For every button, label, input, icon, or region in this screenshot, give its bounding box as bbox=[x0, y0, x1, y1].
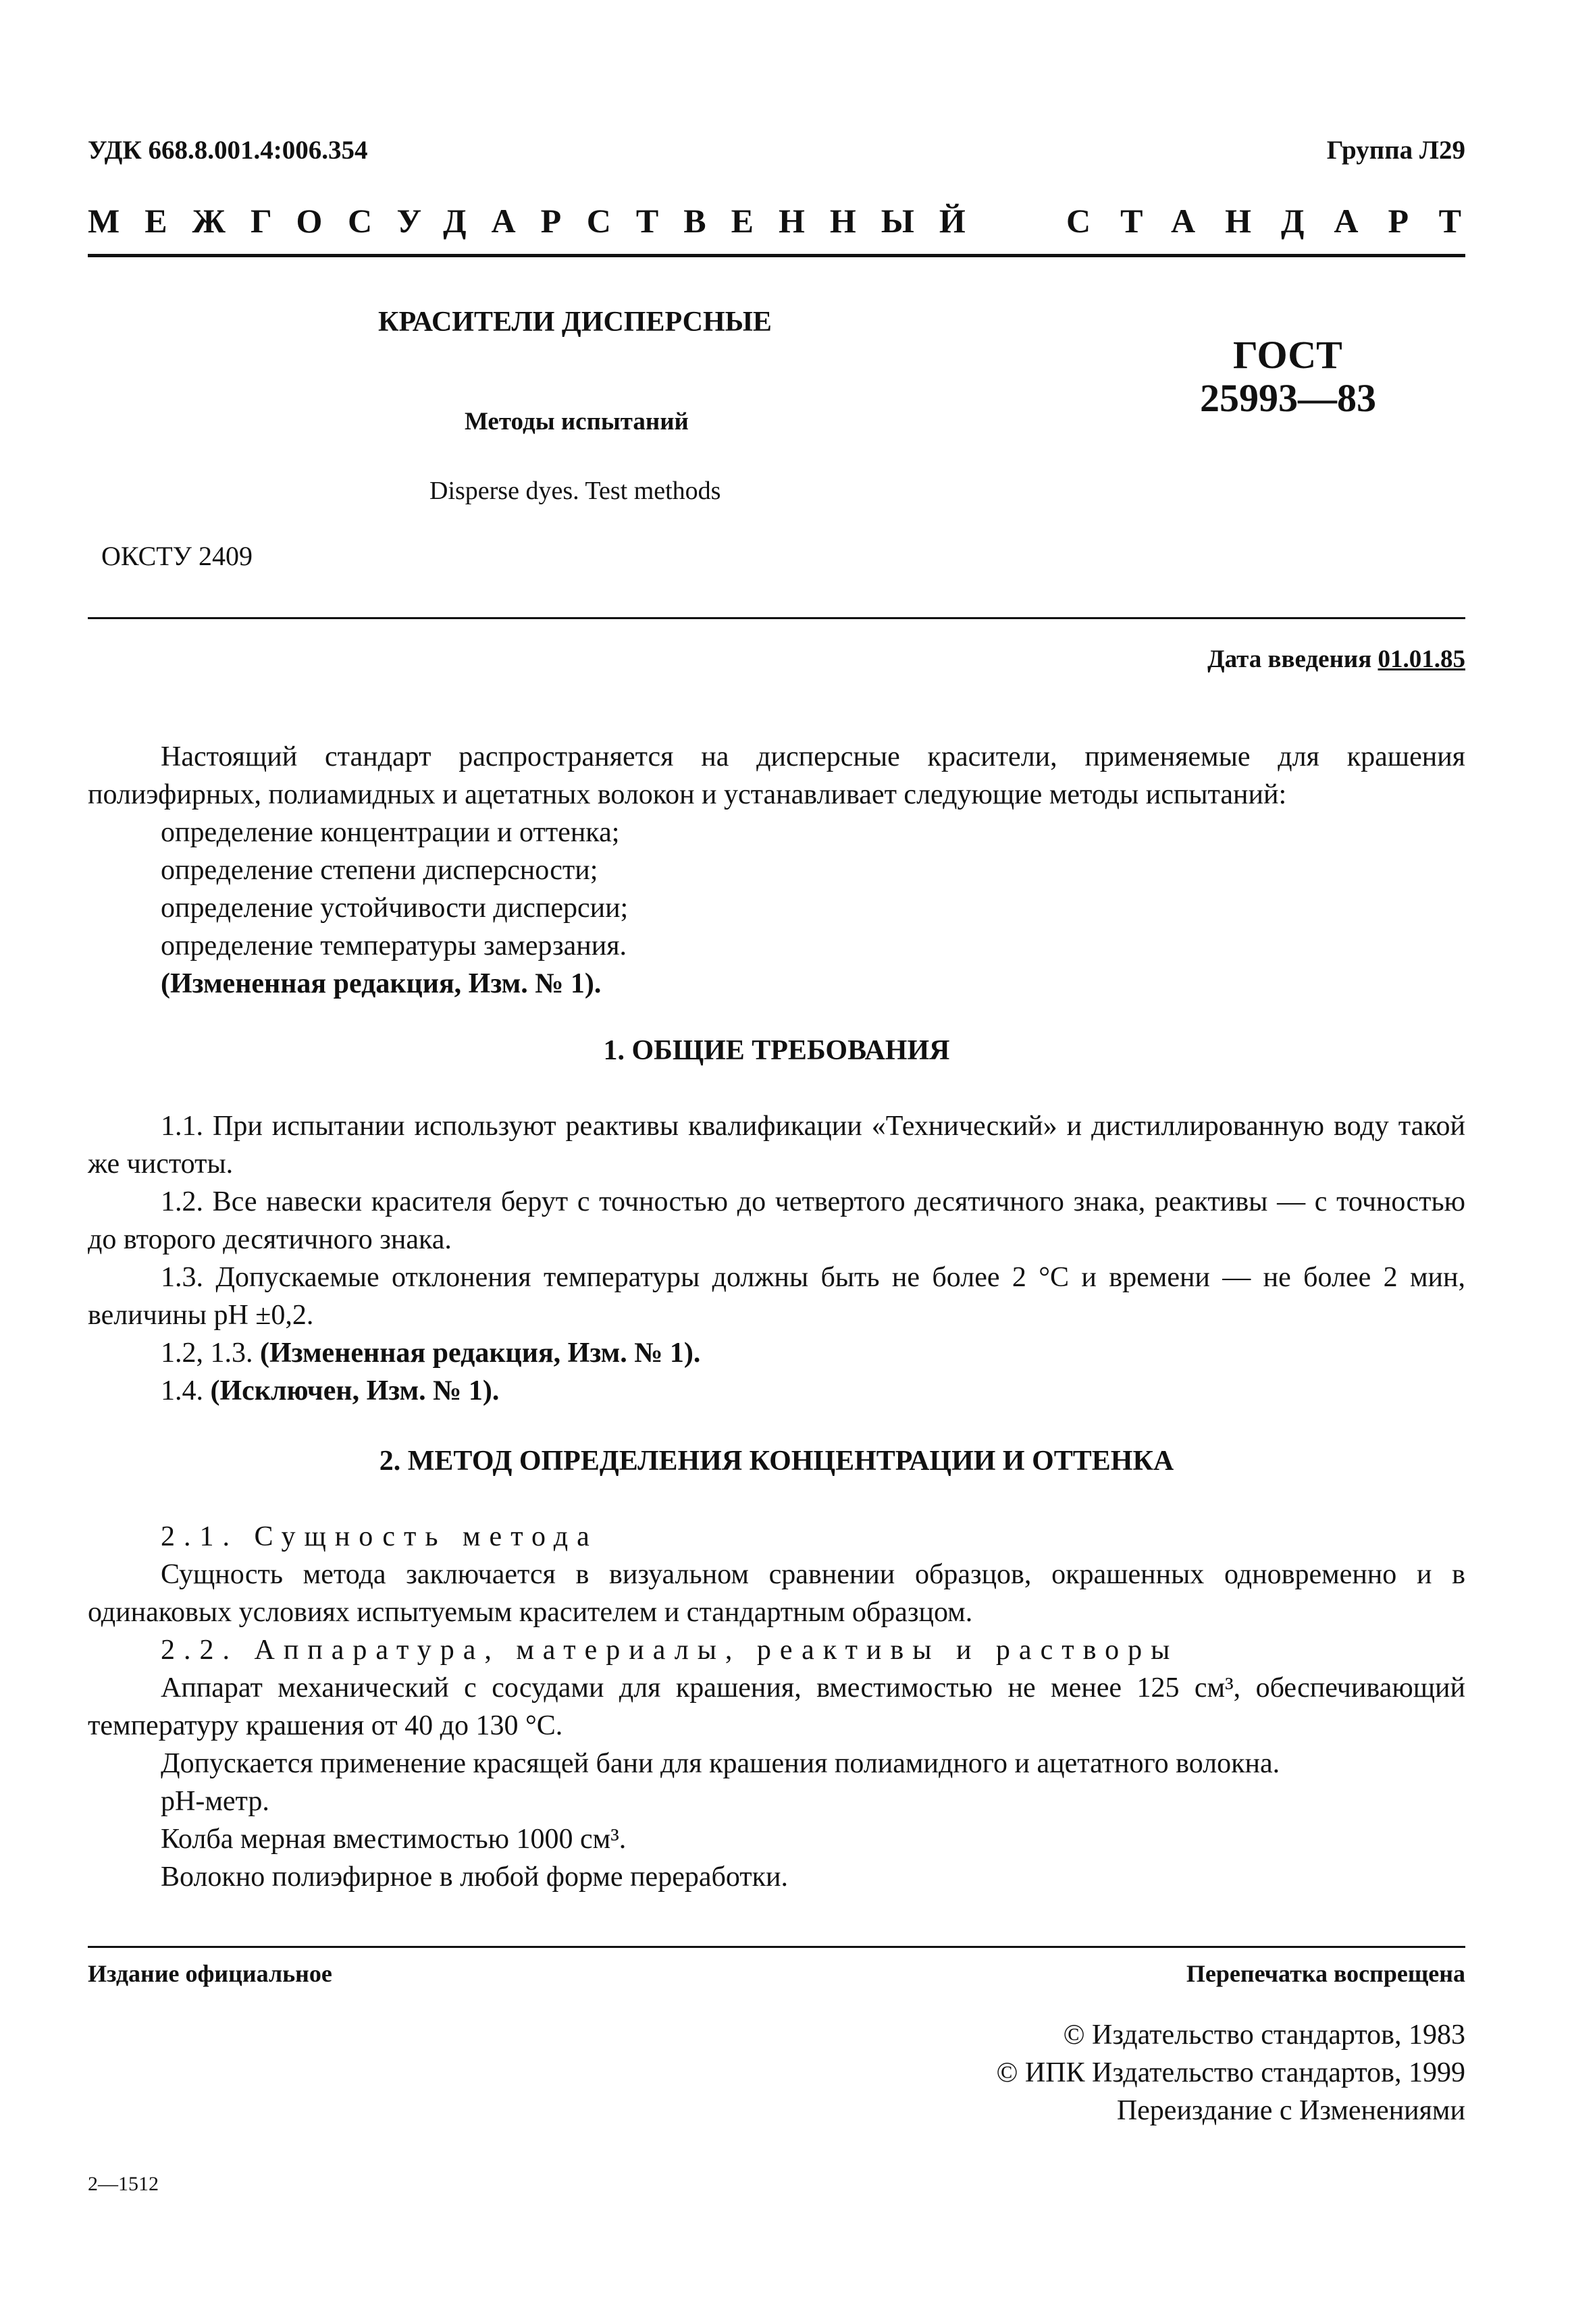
clause-2-2-bath: Допускается применение красящей бани для крашения полиамидного и ацетатного волокна. bbox=[161, 1748, 1280, 1779]
clause-1-3: 1.3. Допускаемые отклонения температуры должны быть не более 2 °С и времени — не более 2 мин, величины pH ±0,2. bbox=[88, 1262, 1465, 1331]
clause-2-2-fiber: Волокно полиэфирное в любой форме переработки. bbox=[161, 1861, 789, 1893]
amendment-note: (Измененная редакция, Изм. № 1). bbox=[260, 1338, 701, 1369]
amendment-note: (Исключен, Изм. № 1). bbox=[210, 1375, 500, 1406]
gost-number: 25993—83 bbox=[1200, 376, 1376, 420]
introduction-date-value: 01.01.85 bbox=[1378, 645, 1465, 673]
introduction-date bbox=[1207, 645, 1465, 674]
clause-ref: 1.2, 1.3. bbox=[161, 1338, 253, 1369]
reissue-note: Переиздание с Изменениями bbox=[1116, 2095, 1465, 2126]
okstu-code: ОКСТУ 2409 bbox=[101, 541, 253, 571]
udk-code: УДК 668.8.001.4:006.354 bbox=[88, 136, 368, 165]
clause-ref: 1.4. bbox=[161, 1375, 203, 1406]
intro-item: определение степени дисперсности; bbox=[161, 855, 598, 886]
reprint-prohibited: Перепечатка воспрещена bbox=[1186, 1960, 1465, 1987]
copyright-1983: © Издательство стандартов, 1983 bbox=[1063, 2019, 1465, 2051]
document-title: КРАСИТЕЛИ ДИСПЕРСНЫЕ bbox=[378, 307, 772, 338]
intro-paragraph: Настоящий стандарт распространяется на дисперсные красители, применяемые для крашения полиэфирных, полиамидных и ацетатных волокон и устанавливает следующие методы испытаний: bbox=[88, 741, 1465, 810]
clause-2-2-title: 2.2. Аппаратура, материалы, реактивы и растворы bbox=[161, 1635, 1179, 1666]
clause-2-1-text: Сущность метода заключается в визуальном сравнении образцов, окрашенных одновременно и в одинаковых условиях испытуемым красителем и стандартным образцом. bbox=[88, 1559, 1465, 1628]
introduction-date-label: Дата введения bbox=[1207, 645, 1372, 673]
clause-2-2-ph-meter: pH-метр. bbox=[161, 1786, 269, 1817]
clause-1-2: 1.2. Все навески красителя берут с точностью до четвертого десятичного знака, реактивы — с точностью до второго десятичного знака. bbox=[88, 1186, 1465, 1255]
gost-label: ГОСТ bbox=[1233, 333, 1342, 377]
standard-label: СТАНДАРТ bbox=[1066, 202, 1491, 240]
title-rule bbox=[88, 617, 1465, 619]
section-2-heading: 2. МЕТОД ОПРЕДЕЛЕНИЯ КОНЦЕНТРАЦИИ И ОТТЕНКА bbox=[379, 1446, 1174, 1477]
clause-1-2-1-3-amendment bbox=[161, 1334, 700, 1372]
intro-item: определение температуры замерзания. bbox=[161, 930, 627, 961]
group-code: Группа Л29 bbox=[1326, 136, 1465, 165]
interstate-label: МЕЖГОСУДАРСТВЕННЫЙ bbox=[88, 202, 991, 240]
document-subtitle: Методы испытаний bbox=[465, 408, 689, 435]
intro-item: определение устойчивости дисперсии; bbox=[161, 893, 629, 924]
intro-item: определение концентрации и оттенка; bbox=[161, 817, 620, 848]
clause-2-2-flask: Колба мерная вместимостью 1000 см³. bbox=[161, 1824, 627, 1855]
clause-1-1: 1.1. При испытании используют реактивы квалификации «Технический» и дистиллированную воду такой же чистоты. bbox=[88, 1111, 1465, 1180]
footer-rule bbox=[88, 1946, 1465, 1948]
official-edition: Издание официальное bbox=[88, 1960, 332, 1987]
clause-1-4 bbox=[161, 1372, 499, 1410]
header-rule bbox=[88, 254, 1465, 257]
copyright-1999: © ИПК Издательство стандартов, 1999 bbox=[996, 2057, 1465, 2088]
intro-amendment: (Измененная редакция, Изм. № 1). bbox=[161, 968, 602, 999]
clause-2-1-title: 2.1. Сущность метода bbox=[161, 1521, 598, 1552]
clause-2-2-apparatus: Аппарат механический с сосудами для крашения, вместимостью не менее 125 см³, обеспечивающий температуру крашения от 40 до 130 °С. bbox=[88, 1672, 1465, 1741]
english-title: Disperse dyes. Test methods bbox=[429, 477, 721, 505]
section-1-heading: 1. ОБЩИЕ ТРЕБОВАНИЯ bbox=[603, 1035, 950, 1066]
page-code: 2—1512 bbox=[88, 2173, 159, 2195]
